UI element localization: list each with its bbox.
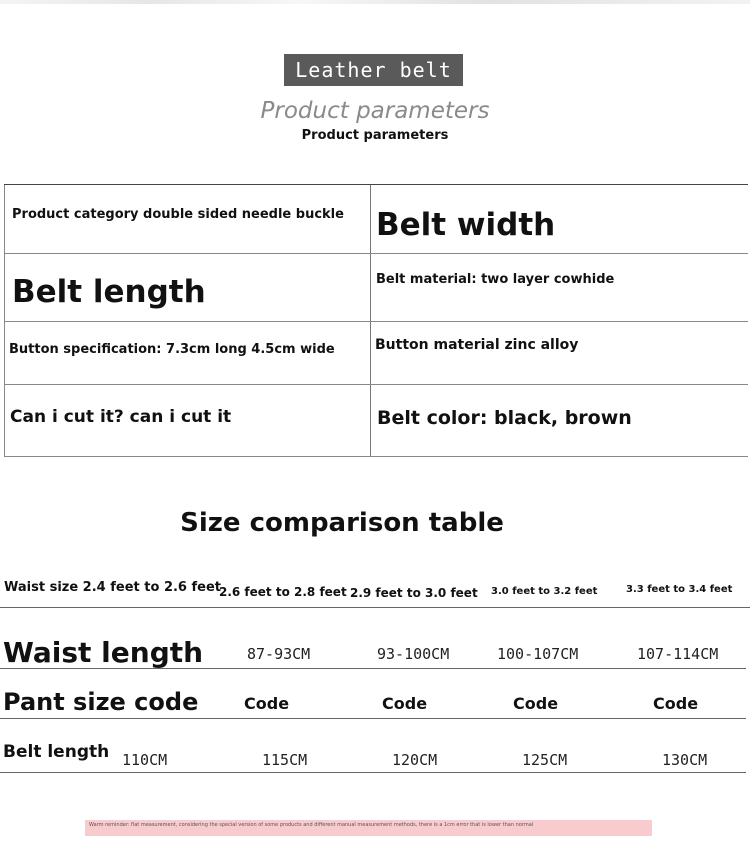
size-table-divider — [0, 718, 746, 719]
param-product-category: Product category double sided needle buckle — [12, 207, 344, 222]
param-belt-material: Belt material: two layer cowhide — [376, 272, 615, 287]
waist-size-header: 2.9 feet to 3.0 feet — [350, 586, 478, 600]
warning-note: Warm reminder: flat measurement, considering the special version of some products and different manual measurement methods, there is a 1cm error that is lower than normal — [85, 820, 652, 836]
column-divider — [370, 385, 371, 456]
pant-size-code: Code — [513, 694, 559, 713]
waist-size-header: 3.3 feet to 3.4 feet — [626, 584, 733, 595]
waist-length-value: 100-107CM — [497, 645, 579, 663]
param-belt-length: Belt length — [12, 274, 206, 310]
size-table-title: Size comparison table — [180, 508, 504, 538]
parameter-row — [4, 385, 748, 457]
size-table-divider — [0, 668, 746, 669]
waist-length-value: 107-114CM — [637, 645, 719, 663]
param-button-specification: Button specification: 7.3cm long 4.5cm wide — [9, 342, 335, 357]
subtitle-bold: Product parameters — [301, 128, 449, 143]
parameter-row — [4, 254, 748, 322]
table-border — [4, 185, 5, 253]
waist-length-label: Waist length — [3, 636, 204, 669]
pant-size-code: Code — [244, 694, 290, 713]
parameter-table — [4, 184, 748, 457]
belt-length-value: 115CM — [262, 751, 308, 769]
belt-length-value: 120CM — [392, 751, 438, 769]
table-border — [4, 385, 5, 456]
size-table-divider — [0, 607, 750, 608]
pant-size-code: Code — [382, 694, 428, 713]
belt-length-value: 130CM — [662, 751, 708, 769]
size-table-divider — [0, 772, 746, 773]
column-divider — [370, 185, 371, 253]
table-border — [4, 322, 5, 384]
top-decorative-strip — [0, 0, 750, 4]
product-badge: Leather belt — [284, 54, 463, 86]
waist-length-value: 93-100CM — [377, 645, 450, 663]
parameter-row — [4, 185, 748, 254]
column-divider — [370, 322, 371, 384]
waist-size-header: 2.6 feet to 2.8 feet — [219, 585, 347, 599]
param-belt-color: Belt color: black, brown — [377, 407, 632, 429]
param-can-cut: Can i cut it? can i cut it — [10, 407, 232, 427]
subtitle-italic-text: Product parameters — [260, 98, 490, 124]
belt-length-value: 110CM — [122, 751, 168, 769]
param-belt-width: Belt width — [376, 207, 556, 243]
column-divider — [370, 254, 371, 321]
waist-size-header: Waist size 2.4 feet to 2.6 feet — [4, 580, 222, 595]
belt-length-label: Belt length — [3, 742, 110, 762]
pant-size-label: Pant size code — [3, 688, 199, 716]
pant-size-code: Code — [653, 694, 699, 713]
table-border — [4, 254, 5, 321]
waist-length-value: 87-93CM — [247, 645, 311, 663]
parameter-row — [4, 322, 748, 385]
belt-length-value: 125CM — [522, 751, 568, 769]
subtitle-italic — [0, 98, 750, 124]
param-button-material: Button material zinc alloy — [375, 337, 579, 353]
waist-size-header: 3.0 feet to 3.2 feet — [491, 586, 598, 597]
